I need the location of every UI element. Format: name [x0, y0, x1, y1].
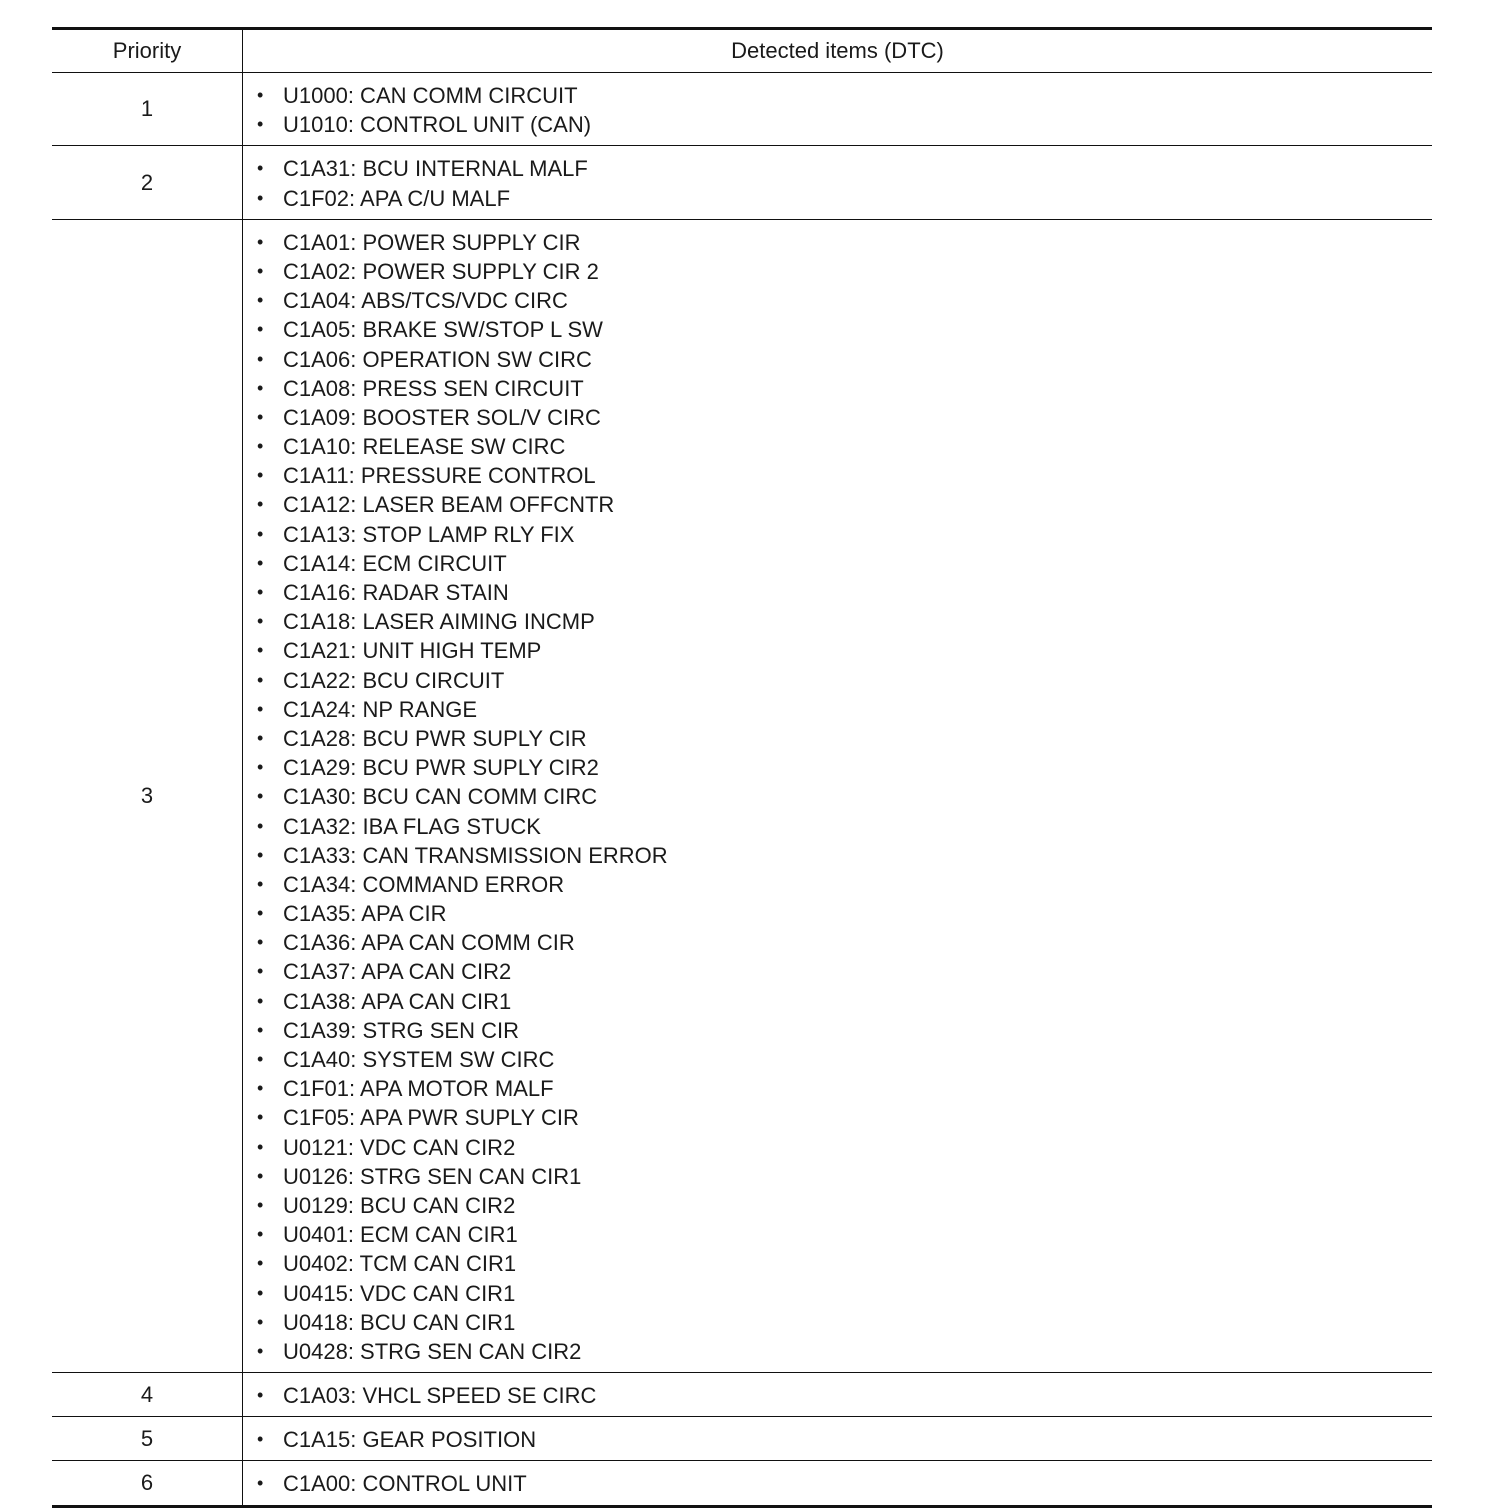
dtc-text: C1A09: BOOSTER SOL/V CIRC	[283, 404, 601, 430]
dtc-text: C1A24: NP RANGE	[283, 696, 478, 722]
detected-items-cell	[243, 146, 1433, 219]
dtc-list	[243, 1373, 1432, 1416]
bullet-icon: •	[257, 465, 264, 486]
bullet-icon: •	[257, 1473, 264, 1494]
bullet-icon: •	[257, 1107, 264, 1128]
table-row	[52, 146, 1432, 219]
bullet-icon: •	[257, 1194, 264, 1215]
dtc-text: C1A06: OPERATION SW CIRC	[283, 346, 592, 372]
dtc-list-item	[257, 1381, 1432, 1410]
dtc-list-item	[257, 1308, 1432, 1337]
dtc-list-item	[257, 1103, 1432, 1132]
dtc-text: U1010: CONTROL UNIT (CAN)	[283, 112, 592, 138]
dtc-text: C1A32: IBA FLAG STUCK	[283, 813, 541, 839]
bullet-icon: •	[257, 158, 264, 179]
dtc-list-item	[257, 1469, 1432, 1498]
bullet-icon: •	[257, 406, 264, 427]
dtc-text: C1A35: APA CIR	[283, 901, 447, 927]
dtc-list-item	[257, 228, 1432, 257]
dtc-list-item	[257, 1279, 1432, 1308]
detected-items-column-header: Detected items (DTC)	[243, 29, 1433, 73]
detected-items-cell	[243, 219, 1433, 1372]
dtc-list-item	[257, 1016, 1432, 1045]
priority-cell: 2	[52, 146, 243, 219]
bullet-icon: •	[257, 348, 264, 369]
dtc-text: U0129: BCU CAN CIR2	[283, 1192, 516, 1218]
dtc-text: C1A30: BCU CAN COMM CIRC	[283, 784, 598, 810]
dtc-text: C1A10: RELEASE SW CIRC	[283, 434, 566, 460]
dtc-list-item	[257, 1162, 1432, 1191]
dtc-text: C1A18: LASER AIMING INCMP	[283, 609, 595, 635]
dtc-list-item	[257, 841, 1432, 870]
bullet-icon: •	[257, 786, 264, 807]
dtc-text: C1A01: POWER SUPPLY CIR	[283, 229, 581, 255]
priority-column-header: Priority	[52, 29, 243, 73]
dtc-text: U0126: STRG SEN CAN CIR1	[283, 1163, 582, 1189]
dtc-list-item	[257, 257, 1432, 286]
dtc-text: U0428: STRG SEN CAN CIR2	[283, 1338, 582, 1364]
detected-items-cell	[243, 73, 1433, 146]
dtc-list	[243, 220, 1432, 1372]
table-row	[52, 219, 1432, 1372]
table-row	[52, 1373, 1432, 1417]
dtc-text: C1F02: APA C/U MALF	[283, 185, 511, 211]
dtc-list-item	[257, 1425, 1432, 1454]
dtc-list-item	[257, 1249, 1432, 1278]
dtc-text: U0418: BCU CAN CIR1	[283, 1309, 516, 1335]
dtc-text: C1A38: APA CAN CIR1	[283, 988, 512, 1014]
dtc-list	[243, 73, 1432, 145]
dtc-list	[243, 1417, 1432, 1460]
dtc-text: C1A16: RADAR STAIN	[283, 580, 509, 605]
bullet-icon: •	[257, 903, 264, 924]
dtc-list-item	[257, 578, 1432, 607]
bullet-icon: •	[257, 844, 264, 865]
dtc-list-item	[257, 666, 1432, 695]
detected-items-cell	[243, 1461, 1433, 1506]
table-row	[52, 1417, 1432, 1461]
dtc-text: C1A04: ABS/TCS/VDC CIRC	[283, 288, 568, 314]
dtc-text: C1A00: CONTROL UNIT	[283, 1471, 527, 1497]
dtc-text: C1A03: VHCL SPEED SE CIRC	[283, 1383, 597, 1409]
bullet-icon: •	[257, 114, 264, 135]
bullet-icon: •	[257, 757, 264, 778]
dtc-text: C1A15: GEAR POSITION	[283, 1427, 537, 1453]
bullet-icon: •	[257, 961, 264, 982]
bullet-icon: •	[257, 669, 264, 690]
dtc-list-item	[257, 1074, 1432, 1103]
bullet-icon: •	[257, 990, 264, 1011]
dtc-text: C1A40: SYSTEM SW CIRC	[283, 1047, 555, 1072]
priority-cell: 6	[52, 1461, 243, 1506]
bullet-icon: •	[257, 1165, 264, 1186]
bullet-icon: •	[257, 1340, 264, 1361]
dtc-text: C1A11: PRESSURE CONTROL	[283, 463, 596, 489]
priority-cell: 5	[52, 1417, 243, 1461]
dtc-list-item	[257, 81, 1432, 110]
bullet-icon: •	[257, 1253, 264, 1274]
dtc-list-item	[257, 1045, 1432, 1074]
bullet-icon: •	[257, 85, 264, 105]
dtc-text: C1A02: POWER SUPPLY CIR 2	[283, 258, 599, 284]
bullet-icon: •	[257, 815, 264, 836]
dtc-list-item	[257, 403, 1432, 432]
dtc-text: C1A33: CAN TRANSMISSION ERROR	[283, 842, 668, 868]
dtc-list-item	[257, 928, 1432, 957]
dtc-list-item	[257, 870, 1432, 899]
bullet-icon: •	[257, 698, 264, 719]
priority-cell: 1	[52, 73, 243, 146]
bullet-icon: •	[257, 552, 264, 573]
dtc-list-item	[257, 286, 1432, 315]
dtc-list-item	[257, 184, 1432, 213]
dtc-text: C1A13: STOP LAMP RLY FIX	[283, 521, 575, 547]
dtc-text: C1A37: APA CAN CIR2	[283, 959, 512, 985]
table-row	[52, 73, 1432, 146]
dtc-text: C1A05: BRAKE SW/STOP L SW	[283, 317, 603, 343]
bullet-icon: •	[257, 1385, 264, 1406]
bullet-icon: •	[257, 1136, 264, 1157]
dtc-list-item	[257, 812, 1432, 841]
dtc-list-item	[257, 490, 1432, 519]
dtc-list	[243, 146, 1432, 218]
table-row	[52, 1461, 1432, 1506]
dtc-text: C1A36: APA CAN COMM CIR	[283, 930, 575, 956]
bullet-icon: •	[257, 1311, 264, 1332]
dtc-list-item	[257, 432, 1432, 461]
dtc-text: C1A34: COMMAND ERROR	[283, 871, 565, 897]
bullet-icon: •	[257, 1049, 264, 1069]
bullet-icon: •	[257, 873, 264, 894]
dtc-text: C1F05: APA PWR SUPLY CIR	[283, 1105, 579, 1131]
dtc-list-item	[257, 957, 1432, 986]
dtc-text: C1A21: UNIT HIGH TEMP	[283, 638, 542, 664]
bullet-icon: •	[257, 1429, 264, 1450]
dtc-text: U0401: ECM CAN CIR1	[283, 1222, 518, 1248]
bullet-icon: •	[257, 231, 264, 252]
dtc-list-item	[257, 1337, 1432, 1366]
dtc-list-item	[257, 753, 1432, 782]
bullet-icon: •	[257, 319, 264, 340]
bullet-icon: •	[257, 1078, 264, 1099]
dtc-list-item	[257, 899, 1432, 928]
bullet-icon: •	[257, 611, 264, 632]
bullet-icon: •	[257, 377, 264, 398]
dtc-list-item	[257, 695, 1432, 724]
bullet-icon: •	[257, 640, 264, 661]
bullet-icon: •	[257, 260, 264, 281]
bullet-icon: •	[257, 1224, 264, 1245]
dtc-list	[243, 1461, 1432, 1504]
dtc-list-item	[257, 345, 1432, 374]
dtc-text: C1A14: ECM CIRCUIT	[283, 550, 507, 576]
dtc-text: C1A29: BCU PWR SUPLY CIR2	[283, 755, 599, 781]
table-header-row	[52, 29, 1432, 73]
dtc-list-item	[257, 549, 1432, 578]
bullet-icon: •	[257, 523, 264, 544]
priority-cell: 4	[52, 1373, 243, 1417]
dtc-list-item	[257, 520, 1432, 549]
bullet-icon: •	[257, 494, 264, 515]
dtc-list-item	[257, 987, 1432, 1016]
bullet-icon: •	[257, 436, 264, 457]
dtc-list-item	[257, 315, 1432, 344]
dtc-list-item	[257, 607, 1432, 636]
dtc-list-item	[257, 1133, 1432, 1162]
dtc-list-item	[257, 110, 1432, 139]
dtc-text: U0415: VDC CAN CIR1	[283, 1280, 516, 1306]
dtc-text: C1A28: BCU PWR SUPLY CIR	[283, 725, 587, 751]
dtc-text: C1A31: BCU INTERNAL MALF	[283, 156, 588, 182]
dtc-list-item	[257, 724, 1432, 753]
dtc-text: C1A22: BCU CIRCUIT	[283, 667, 505, 693]
dtc-text: C1F01: APA MOTOR MALF	[283, 1076, 554, 1102]
bullet-icon: •	[257, 187, 264, 208]
bullet-icon: •	[257, 932, 264, 953]
bullet-icon: •	[257, 727, 264, 748]
dtc-list-item	[257, 374, 1432, 403]
detected-items-cell	[243, 1373, 1433, 1417]
bullet-icon: •	[257, 1019, 264, 1040]
dtc-text: U0121: VDC CAN CIR2	[283, 1134, 516, 1160]
dtc-list-item	[257, 1191, 1432, 1220]
dtc-list-item	[257, 636, 1432, 665]
dtc-list-item	[257, 461, 1432, 490]
detected-items-cell	[243, 1417, 1433, 1461]
dtc-text: C1A39: STRG SEN CIR	[283, 1017, 519, 1043]
table-body	[52, 73, 1432, 1507]
dtc-text: C1A08: PRESS SEN CIRCUIT	[283, 375, 584, 401]
dtc-text: C1A12: LASER BEAM OFFCNTR	[283, 492, 615, 518]
dtc-text: U1000: CAN COMM CIRCUIT	[283, 83, 578, 108]
bullet-icon: •	[257, 1282, 264, 1303]
dtc-list-item	[257, 782, 1432, 811]
dtc-list-item	[257, 154, 1432, 183]
dtc-text: U0402: TCM CAN CIR1	[283, 1251, 517, 1277]
bullet-icon: •	[257, 582, 264, 602]
bullet-icon: •	[257, 290, 264, 311]
dtc-list-item	[257, 1220, 1432, 1249]
priority-cell: 3	[52, 219, 243, 1372]
dtc-priority-table	[52, 27, 1432, 1508]
